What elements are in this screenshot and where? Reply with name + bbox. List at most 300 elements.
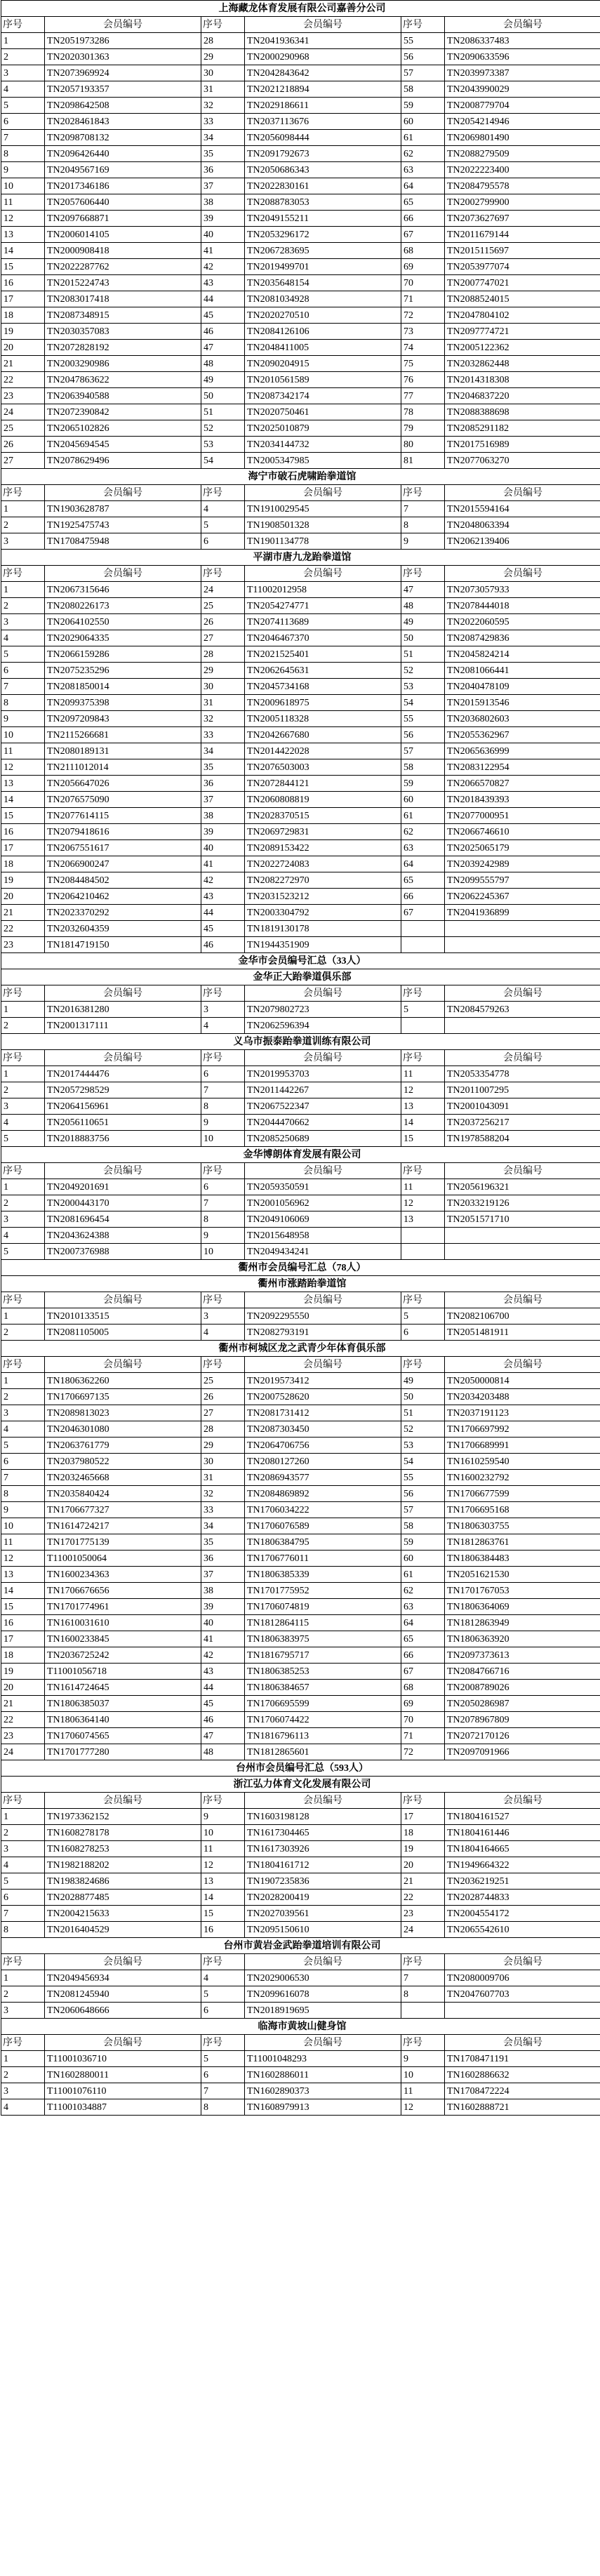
seq-cell: 14	[1, 1583, 45, 1599]
seq-cell: 26	[201, 1389, 245, 1405]
seq-cell: 56	[401, 727, 445, 743]
member-row	[1, 2003, 600, 2019]
member-row	[1, 646, 600, 663]
seq-cell: 43	[201, 1664, 245, 1680]
member-id-cell: TN2020750461	[245, 404, 401, 420]
seq-cell: 20	[1, 340, 45, 356]
member-id-cell: TN1910029545	[245, 501, 401, 517]
member-row	[1, 1712, 600, 1728]
seq-column-header: 序号	[201, 1954, 245, 1970]
seq-cell: 11	[1, 194, 45, 211]
member-id-cell: TN2036725242	[45, 1647, 201, 1664]
column-header-row	[1, 485, 600, 501]
member-row	[1, 1599, 600, 1615]
member-id-column-header: 会员编号	[245, 1292, 401, 1308]
member-row	[1, 1179, 600, 1195]
seq-cell: 17	[1, 291, 45, 307]
member-row	[1, 1696, 600, 1712]
member-id-cell: TN2011007295	[445, 1082, 600, 1098]
seq-cell: 11	[401, 2083, 445, 2099]
seq-cell: 66	[401, 1647, 445, 1664]
seq-cell: 57	[401, 743, 445, 759]
member-id-cell: TN2077000951	[445, 808, 600, 824]
seq-column-header: 序号	[401, 1793, 445, 1809]
region-summary-title: 台州市会员编号汇总（593人）	[1, 1760, 600, 1777]
member-id-column-header: 会员编号	[245, 1050, 401, 1066]
member-id-cell: TN1706776011	[245, 1551, 401, 1567]
member-row	[1, 2099, 600, 2116]
seq-cell: 53	[201, 437, 245, 453]
seq-cell: 2	[1, 1986, 45, 2003]
member-id-cell: TN1706695168	[445, 1502, 600, 1518]
club-title-row	[1, 550, 600, 566]
seq-cell: 64	[401, 1615, 445, 1631]
member-id-cell: TN2072170126	[445, 1728, 600, 1744]
seq-cell: 40	[201, 227, 245, 243]
member-id-cell: TN1600234363	[45, 1567, 201, 1583]
seq-cell: 66	[401, 889, 445, 905]
member-id-cell: TN2028877485	[45, 1890, 201, 1906]
seq-cell: 5	[401, 1002, 445, 1018]
column-header-row	[1, 1050, 600, 1066]
seq-cell: 61	[401, 808, 445, 824]
seq-cell: 58	[401, 759, 445, 776]
member-id-cell: TN2062139406	[445, 533, 600, 550]
seq-cell: 65	[401, 872, 445, 889]
seq-cell: 23	[1, 388, 45, 404]
column-header-row	[1, 985, 600, 1002]
seq-cell: 44	[201, 905, 245, 921]
seq-cell: 54	[401, 695, 445, 711]
member-id-cell: TN2046837220	[445, 388, 600, 404]
member-id-cell: TN2030357083	[45, 324, 201, 340]
member-id-cell: TN1806363920	[445, 1631, 600, 1647]
seq-cell: 23	[401, 1906, 445, 1922]
seq-cell: 4	[1, 81, 45, 98]
seq-cell: 27	[201, 1405, 245, 1421]
seq-cell: 2	[1, 1082, 45, 1098]
seq-cell: 46	[201, 1712, 245, 1728]
member-id-cell: TN1706695599	[245, 1696, 401, 1712]
member-row	[1, 1405, 600, 1421]
seq-cell: 29	[201, 49, 245, 65]
member-row	[1, 1228, 600, 1244]
seq-cell: 11	[401, 1179, 445, 1195]
member-row	[1, 1018, 600, 1034]
member-id-cell: TN1806384483	[445, 1551, 600, 1567]
member-id-cell: TN2029006530	[245, 1970, 401, 1986]
member-id-cell: TN1706074565	[45, 1728, 201, 1744]
member-id-cell: TN2051481911	[445, 1324, 600, 1341]
seq-column-header: 序号	[401, 1292, 445, 1308]
member-id-cell: TN2083122954	[445, 759, 600, 776]
member-id-cell: TN2084484502	[45, 872, 201, 889]
column-header-row	[1, 1954, 600, 1970]
seq-cell: 2	[1, 1018, 45, 1034]
member-row	[1, 372, 600, 388]
seq-cell: 39	[201, 1599, 245, 1615]
member-id-cell: TN1983824686	[45, 1873, 201, 1890]
seq-cell: 50	[401, 1389, 445, 1405]
member-id-cell: TN2022724083	[245, 856, 401, 872]
member-id-cell: TN2009618975	[245, 695, 401, 711]
seq-cell: 25	[201, 598, 245, 614]
seq-cell: 76	[401, 372, 445, 388]
seq-cell: 20	[1, 1680, 45, 1696]
member-id-cell: TN2049567169	[45, 162, 201, 178]
member-id-cell: TN2080226173	[45, 598, 201, 614]
seq-cell: 30	[201, 65, 245, 81]
member-id-cell: TN2066570827	[445, 776, 600, 792]
member-id-column-header: 会员编号	[245, 1954, 401, 1970]
seq-cell: 3	[1, 533, 45, 550]
member-row	[1, 1373, 600, 1389]
seq-cell: 8	[401, 517, 445, 533]
member-row	[1, 453, 600, 469]
seq-cell: 1	[1, 1066, 45, 1082]
seq-cell: 47	[201, 340, 245, 356]
member-id-cell: TN2048411005	[245, 340, 401, 356]
club-title-row	[1, 1147, 600, 1163]
member-id-cell: TN1706689991	[445, 1438, 600, 1454]
member-id-cell: TN2073969924	[45, 65, 201, 81]
member-id-cell: TN2037113676	[245, 114, 401, 130]
seq-column-header: 序号	[1, 1357, 45, 1373]
member-id-cell: TN2111012014	[45, 759, 201, 776]
member-row	[1, 1567, 600, 1583]
member-id-cell: TN2091792673	[245, 146, 401, 162]
seq-cell: 3	[1, 2003, 45, 2019]
member-row	[1, 243, 600, 259]
member-id-cell: TN2075235296	[45, 663, 201, 679]
member-id-column-header: 会员编号	[45, 1793, 201, 1809]
seq-cell: 10	[1, 178, 45, 194]
seq-cell: 58	[401, 81, 445, 98]
seq-cell: 27	[201, 630, 245, 646]
seq-cell: 13	[401, 1211, 445, 1228]
seq-cell: 60	[401, 1551, 445, 1567]
member-row	[1, 1195, 600, 1211]
member-id-cell: TN2054274771	[245, 598, 401, 614]
member-id-cell: TN2005118328	[245, 711, 401, 727]
seq-column-header: 序号	[201, 2035, 245, 2051]
member-id-column-header: 会员编号	[45, 2035, 201, 2051]
member-id-cell: TN1925475743	[45, 517, 201, 533]
seq-cell: 6	[1, 114, 45, 130]
seq-cell: 49	[201, 372, 245, 388]
seq-cell: 46	[201, 324, 245, 340]
member-row	[1, 1680, 600, 1696]
seq-cell: 61	[401, 1567, 445, 1583]
member-row	[1, 1534, 600, 1551]
member-id-cell: TN2049434241	[245, 1244, 401, 1260]
seq-cell: 5	[1, 646, 45, 663]
member-row	[1, 340, 600, 356]
member-row	[1, 420, 600, 437]
seq-column-header: 序号	[401, 1050, 445, 1066]
seq-cell: 4	[1, 1857, 45, 1873]
seq-cell: 14	[1, 792, 45, 808]
seq-cell: 57	[401, 1502, 445, 1518]
seq-column-header: 序号	[1, 985, 45, 1002]
member-id-cell: TN2008779704	[445, 98, 600, 114]
member-id-column-header: 会员编号	[445, 1357, 600, 1373]
member-row	[1, 1583, 600, 1599]
seq-cell: 21	[401, 1873, 445, 1890]
seq-cell: 3	[1, 1841, 45, 1857]
member-row	[1, 259, 600, 275]
member-id-cell: TN2097091966	[445, 1744, 600, 1760]
seq-cell: 47	[201, 1728, 245, 1744]
seq-cell: 18	[1, 856, 45, 872]
member-id-cell: TN2059350591	[245, 1179, 401, 1195]
seq-column-header: 序号	[201, 1793, 245, 1809]
seq-cell: 6	[1, 1890, 45, 1906]
seq-cell: 6	[201, 2003, 245, 2019]
seq-cell: 49	[401, 614, 445, 630]
seq-cell: 69	[401, 1696, 445, 1712]
member-row	[1, 1131, 600, 1147]
member-id-cell: TN2018883756	[45, 1131, 201, 1147]
seq-cell: 75	[401, 356, 445, 372]
member-id-cell: TN2072828192	[45, 340, 201, 356]
seq-cell: 4	[1, 1228, 45, 1244]
member-row	[1, 2083, 600, 2099]
seq-cell: 52	[201, 420, 245, 437]
member-id-cell: TN1978588204	[445, 1131, 600, 1147]
seq-cell: 45	[201, 1696, 245, 1712]
member-id-cell: TN2003290986	[45, 356, 201, 372]
member-id-cell: T11001048293	[245, 2051, 401, 2067]
seq-column-header: 序号	[401, 485, 445, 501]
seq-cell: 9	[401, 2051, 445, 2067]
member-id-cell: TN2077063270	[445, 453, 600, 469]
member-id-cell: TN2081850014	[45, 679, 201, 695]
seq-cell	[401, 1228, 445, 1244]
member-row	[1, 98, 600, 114]
seq-cell: 4	[1, 630, 45, 646]
member-id-cell: TN1600233845	[45, 1631, 201, 1647]
seq-cell: 12	[401, 1082, 445, 1098]
seq-cell: 17	[1, 1631, 45, 1647]
member-id-cell: TN2037191123	[445, 1405, 600, 1421]
member-id-cell: TN2011679144	[445, 227, 600, 243]
seq-cell: 69	[401, 259, 445, 275]
member-id-cell: TN2008789026	[445, 1680, 600, 1696]
seq-cell: 16	[201, 1922, 245, 1938]
member-id-cell: TN2010561589	[245, 372, 401, 388]
member-id-cell: TN2035840424	[45, 1486, 201, 1502]
member-id-column-header: 会员编号	[445, 1050, 600, 1066]
member-id-cell: TN2078967809	[445, 1712, 600, 1728]
member-id-cell: TN2050686343	[245, 162, 401, 178]
seq-cell: 7	[1, 1906, 45, 1922]
member-id-cell: TN2014422028	[245, 743, 401, 759]
member-id-cell: TN2060648666	[45, 2003, 201, 2019]
member-id-cell: TN2046301080	[45, 1421, 201, 1438]
seq-cell	[401, 1244, 445, 1260]
member-id-column-header: 会员编号	[45, 1050, 201, 1066]
seq-cell: 2	[1, 1825, 45, 1841]
seq-cell: 7	[201, 1082, 245, 1098]
member-id-column-header: 会员编号	[445, 485, 600, 501]
member-row	[1, 1970, 600, 1986]
seq-column-header: 序号	[1, 1793, 45, 1809]
member-row	[1, 1744, 600, 1760]
member-row	[1, 194, 600, 211]
seq-cell	[401, 921, 445, 937]
seq-cell: 27	[1, 453, 45, 469]
member-id-cell: TN2060808819	[245, 792, 401, 808]
seq-column-header: 序号	[201, 17, 245, 33]
member-id-cell: TN2087303450	[245, 1421, 401, 1438]
seq-cell: 38	[201, 1583, 245, 1599]
seq-cell: 21	[1, 905, 45, 921]
seq-cell: 14	[1, 243, 45, 259]
seq-column-header: 序号	[401, 985, 445, 1002]
member-id-cell: TN2043624388	[45, 1228, 201, 1244]
seq-cell: 66	[401, 211, 445, 227]
seq-cell: 17	[401, 1809, 445, 1825]
seq-cell: 4	[1, 1421, 45, 1438]
member-id-cell: TN2056647026	[45, 776, 201, 792]
seq-cell: 51	[201, 404, 245, 420]
seq-cell: 11	[401, 1066, 445, 1082]
member-id-cell: TN2016404529	[45, 1922, 201, 1938]
member-id-cell: TN2082272970	[245, 872, 401, 889]
member-row	[1, 1502, 600, 1518]
seq-cell: 2	[1, 2067, 45, 2083]
seq-cell: 51	[401, 1405, 445, 1421]
seq-cell: 58	[401, 1518, 445, 1534]
member-id-cell: TN1806385037	[45, 1696, 201, 1712]
seq-cell: 12	[1, 211, 45, 227]
member-id-column-header: 会员编号	[245, 1163, 401, 1179]
member-id-cell: TN2037256217	[445, 1115, 600, 1131]
member-id-cell: TN1901134778	[245, 533, 401, 550]
seq-cell: 42	[201, 872, 245, 889]
member-id-cell: TN1608278253	[45, 1841, 201, 1857]
seq-cell: 7	[201, 1195, 245, 1211]
member-id-cell: TN2072844121	[245, 776, 401, 792]
member-id-cell: TN2017444476	[45, 1066, 201, 1082]
seq-cell: 73	[401, 324, 445, 340]
member-id-cell: TN2017516989	[445, 437, 600, 453]
club-title-row	[1, 2019, 600, 2035]
seq-column-header: 序号	[401, 2035, 445, 2051]
club-name: 义乌市振泰跆拳道训练有限公司	[1, 1034, 600, 1050]
member-id-column-header: 会员编号	[245, 985, 401, 1002]
member-row	[1, 727, 600, 743]
seq-cell: 41	[201, 856, 245, 872]
member-id-cell: TN2021218894	[245, 81, 401, 98]
member-row	[1, 776, 600, 792]
seq-cell: 57	[401, 65, 445, 81]
member-id-column-header: 会员编号	[445, 985, 600, 1002]
seq-cell: 80	[401, 437, 445, 453]
member-id-cell: TN2032862448	[445, 356, 600, 372]
seq-cell: 36	[201, 1551, 245, 1567]
seq-cell: 10	[1, 727, 45, 743]
member-id-cell: TN1706074422	[245, 1712, 401, 1728]
member-id-column-header: 会员编号	[245, 2035, 401, 2051]
member-id-cell: TN2053296172	[245, 227, 401, 243]
member-id-cell: TN2042843642	[245, 65, 401, 81]
member-id-cell: TN2049201691	[45, 1179, 201, 1195]
seq-cell: 22	[1, 921, 45, 937]
seq-column-header: 序号	[201, 1292, 245, 1308]
seq-cell: 1	[1, 33, 45, 49]
member-id-cell: TN2062245367	[445, 889, 600, 905]
seq-cell: 9	[1, 711, 45, 727]
member-row	[1, 1551, 600, 1567]
member-id-cell: TN2010133515	[45, 1308, 201, 1324]
seq-cell: 13	[1, 1567, 45, 1583]
member-row	[1, 711, 600, 727]
member-id-cell: TN2087342174	[245, 388, 401, 404]
member-id-cell: TN1806303755	[445, 1518, 600, 1534]
seq-cell: 47	[401, 582, 445, 598]
seq-column-header: 序号	[201, 1163, 245, 1179]
seq-cell: 42	[201, 1647, 245, 1664]
member-id-cell: TN2053354778	[445, 1066, 600, 1082]
member-id-cell: TN1973362152	[45, 1809, 201, 1825]
member-id-cell	[445, 1228, 600, 1244]
member-id-cell: TN2099555797	[445, 872, 600, 889]
member-id-cell: TN2040478109	[445, 679, 600, 695]
member-row	[1, 1518, 600, 1534]
member-id-cell: TN2062596394	[245, 1018, 401, 1034]
seq-cell: 48	[201, 1744, 245, 1760]
seq-cell: 5	[401, 1308, 445, 1324]
member-row	[1, 630, 600, 646]
seq-cell: 4	[1, 1115, 45, 1131]
seq-cell: 19	[401, 1841, 445, 1857]
seq-cell: 6	[201, 1179, 245, 1195]
member-row	[1, 1438, 600, 1454]
member-id-cell: TN2080127260	[245, 1454, 401, 1470]
member-row	[1, 679, 600, 695]
member-id-cell: TN1600232792	[445, 1470, 600, 1486]
member-id-cell: TN2022830161	[245, 178, 401, 194]
seq-column-header: 序号	[1, 17, 45, 33]
member-id-cell: TN2033219126	[445, 1195, 600, 1211]
member-id-cell: TN2029064335	[45, 630, 201, 646]
seq-cell: 2	[1, 517, 45, 533]
member-id-cell: TN2047863622	[45, 372, 201, 388]
member-id-cell: TN2051571710	[445, 1211, 600, 1228]
member-id-cell: TN2064706756	[245, 1438, 401, 1454]
seq-cell: 43	[201, 889, 245, 905]
member-id-cell: TN2064102550	[45, 614, 201, 630]
seq-cell: 5	[201, 2051, 245, 2067]
seq-cell: 6	[1, 663, 45, 679]
seq-cell: 21	[1, 356, 45, 372]
seq-cell: 7	[1, 1470, 45, 1486]
seq-cell: 59	[401, 776, 445, 792]
member-id-cell: TN2065636999	[445, 743, 600, 759]
club-name: 海宁市破石虎啸跆拳道馆	[1, 469, 600, 485]
column-header-row	[1, 1793, 600, 1809]
seq-cell: 70	[401, 1712, 445, 1728]
seq-cell: 16	[1, 824, 45, 840]
member-id-cell: TN2115266681	[45, 727, 201, 743]
member-id-cell: TN2047607703	[445, 1986, 600, 2003]
member-id-cell: TN2056110651	[45, 1115, 201, 1131]
member-id-cell: TN2057193357	[45, 81, 201, 98]
member-id-cell: TN2080189131	[45, 743, 201, 759]
member-id-column-header: 会员编号	[445, 1292, 600, 1308]
